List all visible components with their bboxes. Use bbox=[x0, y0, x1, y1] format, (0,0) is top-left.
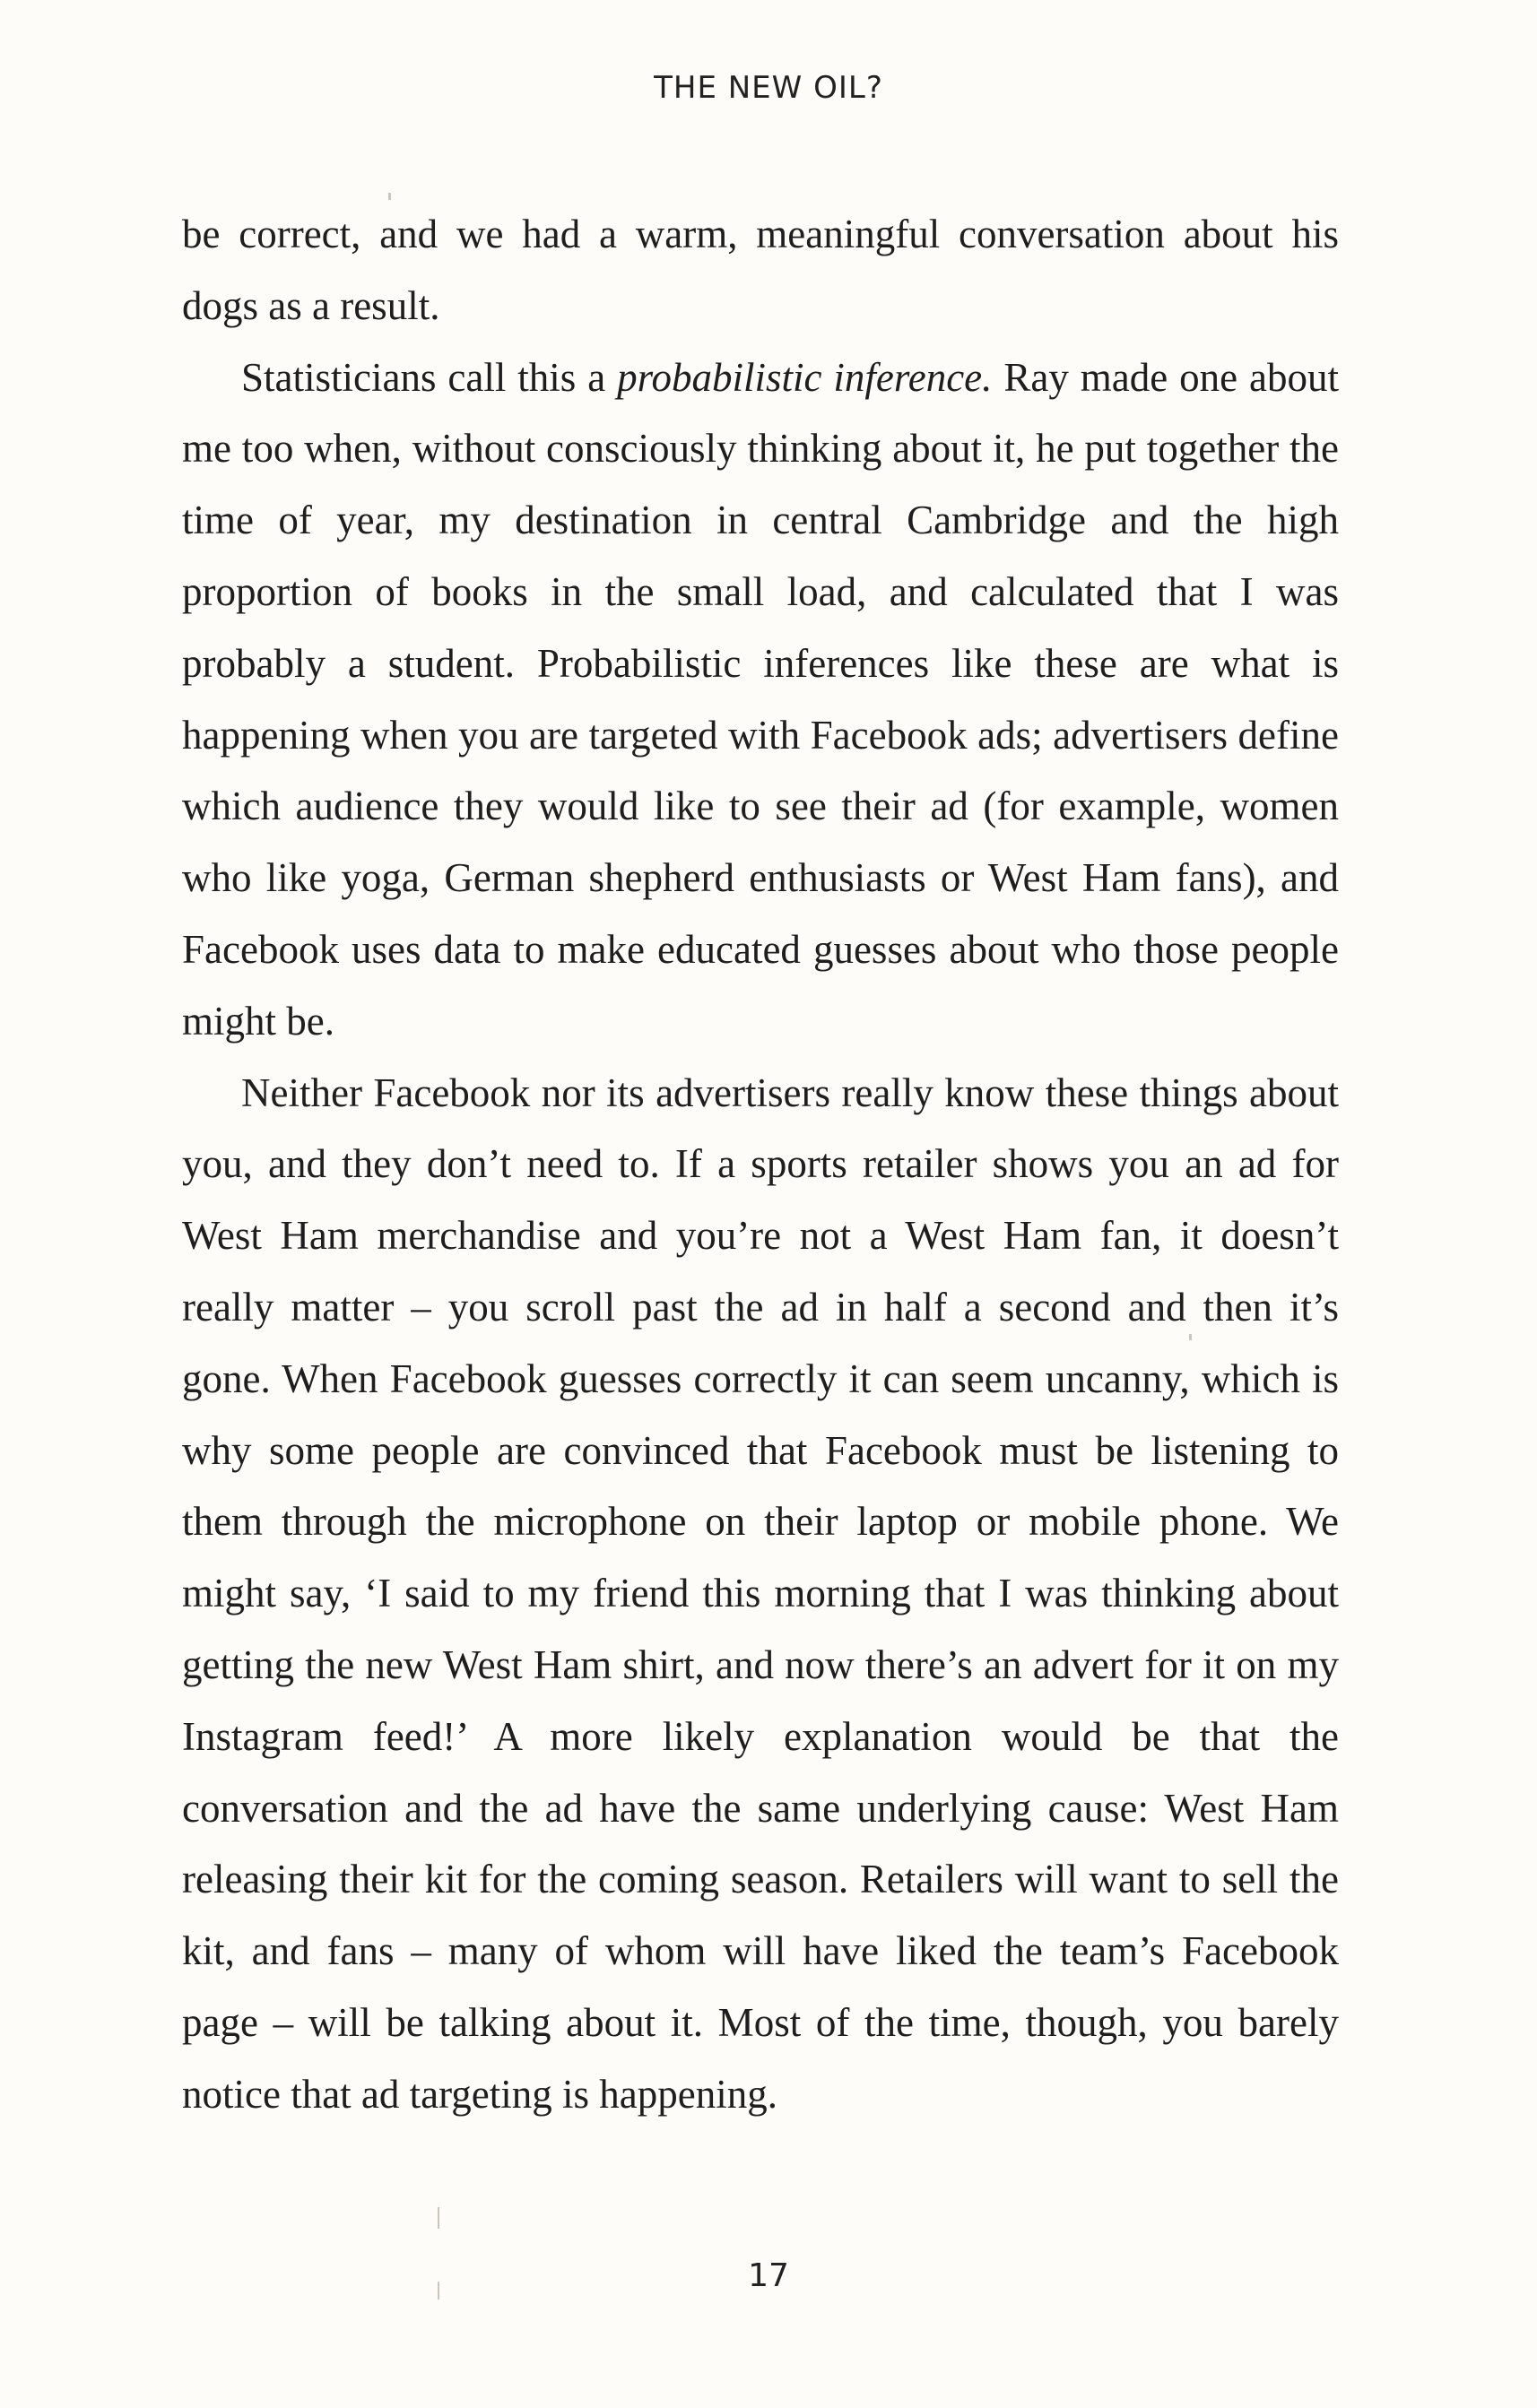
scan-speck bbox=[438, 2207, 439, 2229]
paragraph-2-rest: Ray made one about me too when, without consciously thinking about it, he put together the time of year, my destination in central Cambridge and the high proportion of books in the small load, and calculated that I was probably a student. Probabilistic inferences like these are what is happening when you are targeted with Facebook ads; advertisers define which audience they would like to see their ad (for example, women who like yoga, German shepherd enthusiasts or West Ham fans), and Facebook uses data to make educated guesses about who those people might be. bbox=[182, 354, 1339, 1044]
paragraph-3: Neither Facebook nor its advertisers really know these things about you, and they don’t need to. If a sports retailer shows you an ad for West Ham merchandise and you’re not a West Ham fan, it doesn’t really matter – you scroll past the ad in half a second and then it’s gone. When Facebook guesses correctly it can seem uncanny, which is why some people are convinced that Facebook must be listening to them through the microphone on their laptop or mobile phone. We might say, ‘I said to my friend this morning that I was thinking about getting the new West Ham shirt, and now there’s an advert for it on my Instagram feed!’ A more likely explanation would be that the conversation and the ad have the same underlying cause: West Ham releasing their kit for the coming season. Retailers will want to sell the kit, and fans – many of whom will have liked the team’s Facebook page – will be talking about it. Most of the time, though, you barely notice that ad targeting is happening. bbox=[182, 1070, 1339, 2117]
scan-speck bbox=[438, 2282, 439, 2300]
scan-speck bbox=[388, 193, 391, 200]
emphasis-term: probabilistic inference. bbox=[617, 354, 993, 400]
page-number: 17 bbox=[748, 2257, 789, 2294]
paragraph-2 bbox=[182, 342, 1339, 1058]
running-head: THE NEW OIL? bbox=[654, 70, 883, 106]
paragraph-1: be correct, and we had a warm, meaningful conversation about his dogs as a result. bbox=[182, 212, 1339, 328]
paragraph-2-lead: Statisticians call this a bbox=[241, 354, 618, 400]
scan-speck bbox=[1189, 1334, 1192, 1340]
body-text bbox=[182, 199, 1339, 2131]
